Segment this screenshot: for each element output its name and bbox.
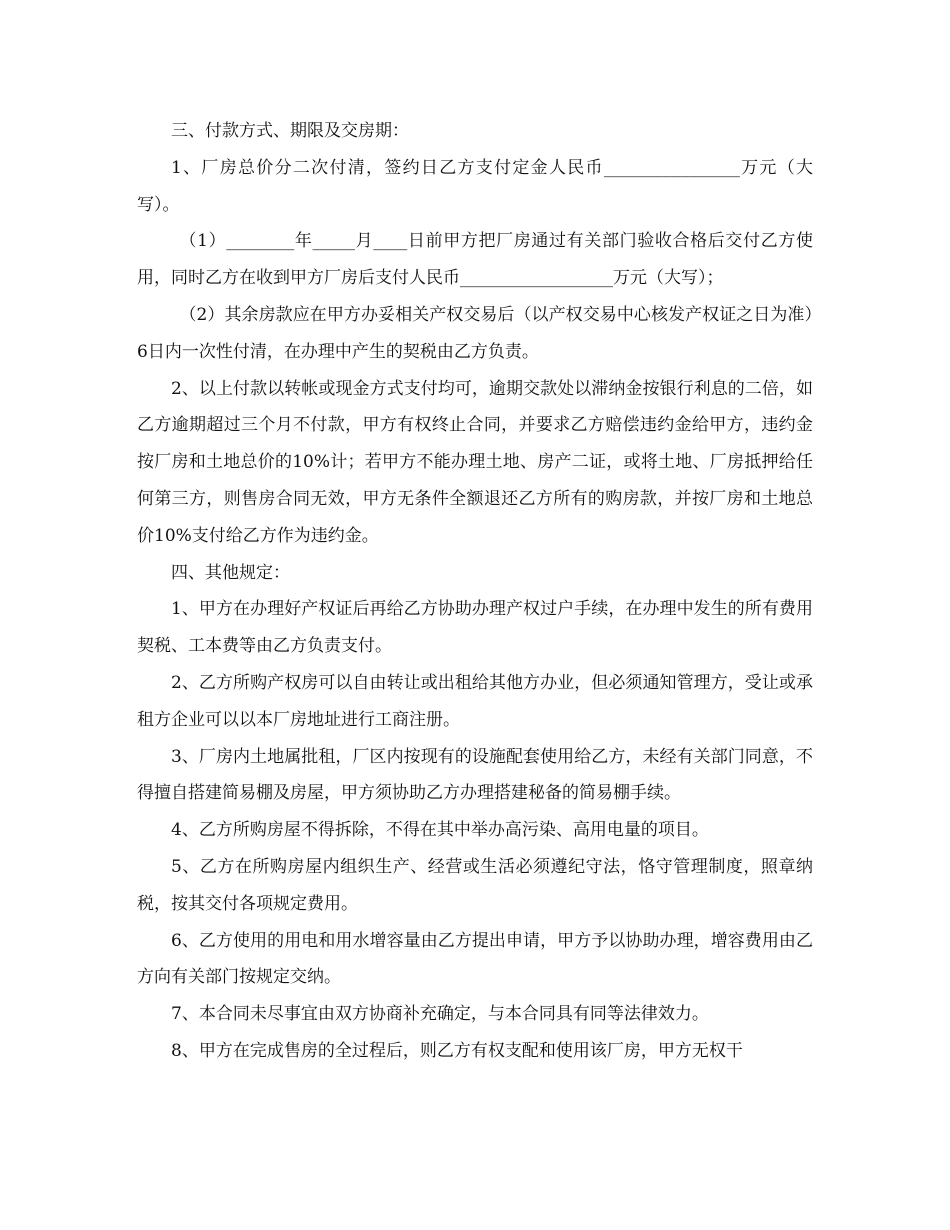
sub-clause-paragraph: （1）________年_____月____日前甲方把厂房通过有关部门验收合格后交付乙方使用，同时乙方在收到甲方厂房后支付人民币__________________万元（大写）； xyxy=(137,231,813,289)
clause-paragraph: 6、乙方使用的用电和用水增容量由乙方提出申请，甲方予以协助办理，增容费用由乙方向有关部门按规定交纳。 xyxy=(137,930,813,988)
document-body xyxy=(137,113,813,1070)
clause-paragraph: 3、厂房内土地属批租，厂区内按现有的设施配套使用给乙方，未经有关部门同意，不得擅自搭建简易棚及房屋，甲方须协助乙方办理搭建秘备的简易棚手续。 xyxy=(137,746,813,804)
clause-paragraph: 4、乙方所购房屋不得拆除，不得在其中举办高污染、高用电量的项目。 xyxy=(171,820,709,841)
clause-paragraph: 5、乙方在所购房屋内组织生产、经营或生活必须遵纪守法，恪守管理制度，照章纳税，按其交付各项规定费用。 xyxy=(137,856,813,914)
section-heading-payment: 三、付款方式、期限及交房期： xyxy=(171,121,409,141)
clause-paragraph: 2、乙方所购产权房可以自由转让或出租给其他方办业，但必须通知管理方，受让或承租方企业可以以本厂房地址进行工商注册。 xyxy=(137,672,813,730)
section-heading-other-rules: 四、其他规定： xyxy=(171,562,290,583)
clause-paragraph: 1、甲方在办理好产权证后再给乙方协助办理产权过户手续，在办理中发生的所有费用契税、工本费等由乙方负责支付。 xyxy=(137,599,813,657)
clause-paragraph: 8、甲方在完成售房的全过程后，则乙方有权支配和使用该厂房，甲方无权干 xyxy=(171,1040,743,1061)
clause-paragraph: 7、本合同未尽事宜由双方协商补充确定，与本合同具有同等法律效力。 xyxy=(171,1004,709,1025)
clause-paragraph: 2、以上付款以转帐或现金方式支付均可，逾期交款处以滞纳金按银行利息的二倍，如乙方逾期超过三个月不付款，甲方有权终止合同，并要求乙方赔偿违约金给甲方，违约金按厂房和土地总价的10%计；若甲方不能办理土地、房产二证，或将土地、厂房抵押给任何第三方，则售房合同无效，甲方无条件全额退还乙方所有的购房款，并按厂房和土地总价10%支付给乙方作为违约金。 xyxy=(137,378,813,546)
clause-paragraph: 1、厂房总价分二次付清，签约日乙方支付定金人民币________________万元（大写）。 xyxy=(137,157,813,215)
sub-clause-paragraph: （2）其余房款应在甲方办妥相关产权交易后（以产权交易中心核发产权证之日为准）6日内一次性付清，在办理中产生的契税由乙方负责。 xyxy=(137,304,813,362)
